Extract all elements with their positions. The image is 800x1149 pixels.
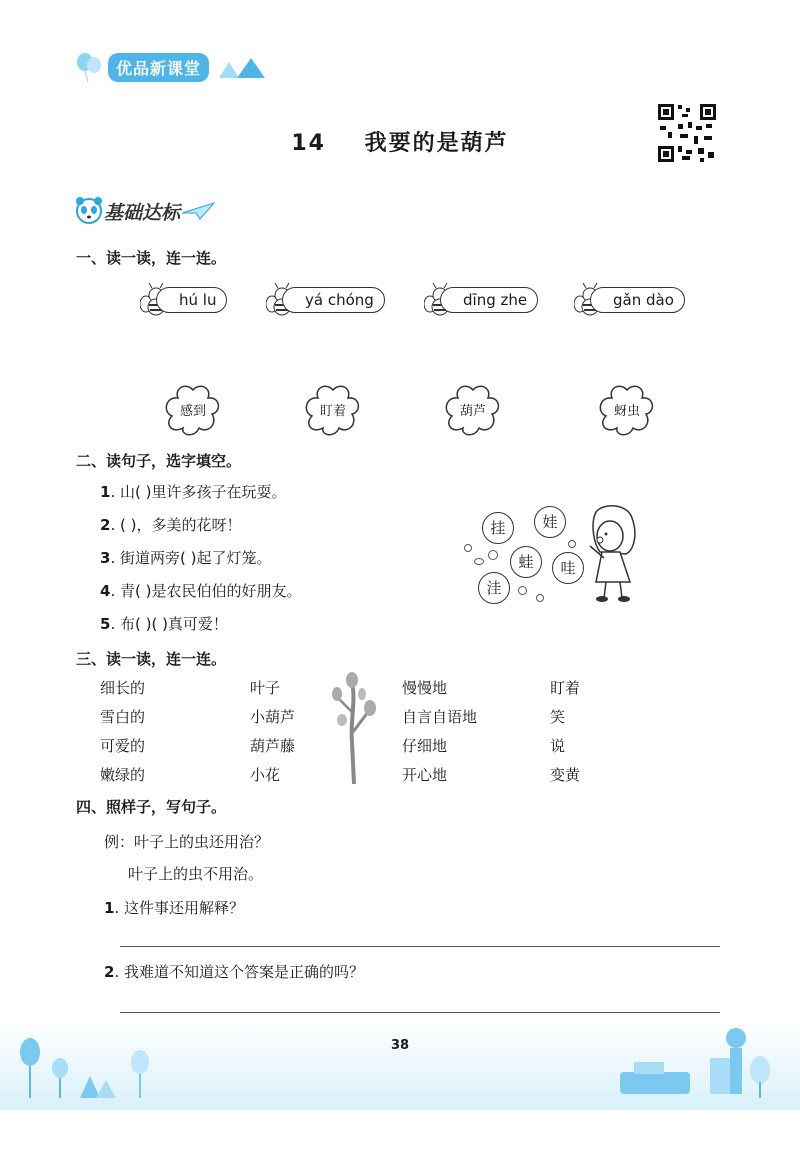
item-number: 1 [104,899,115,917]
match-word[interactable]: 开心地 [402,766,448,784]
item-number: 3 [100,549,111,567]
small-bubble [474,558,484,565]
fill-item-5[interactable] [100,613,228,634]
bubble-char: 哇 [552,552,584,584]
bubble-char: 洼 [478,572,510,604]
example-question: 例：叶子上的虫还用治？ [104,833,270,851]
word-label: 感到 [179,404,206,419]
item-text: . 布( )( )真可爱！ [110,615,228,633]
fill-item-4[interactable] [100,580,301,601]
section-badge-text: 基础达标 [104,201,181,224]
small-bubble [568,540,576,548]
lesson-name: 我要的是葫芦 [364,131,509,156]
match-word[interactable]: 嫩绿的 [100,766,146,784]
match-word[interactable]: 自言自语地 [402,708,478,726]
pinyin-label: hú lu [156,287,227,313]
lesson-number: 14 [291,131,326,156]
item-text: . 青( )是农民伯伯的好朋友。 [110,582,302,600]
example-answer: 叶子上的虫不用治。 [128,865,264,883]
girl-blowing-bubbles-icon [576,504,646,604]
word-label: 葫芦 [459,404,486,419]
item-number: 5 [100,615,111,633]
word-flower-3[interactable] [444,384,502,436]
paper-plane-icon [180,201,216,221]
small-bubble [464,544,472,552]
answer-line-1[interactable] [120,946,720,947]
bubble-char: 蛙 [510,546,542,578]
tent-icon [215,54,267,80]
match-word[interactable]: 仔细地 [402,737,448,755]
item-number: 2 [104,963,115,981]
rewrite-item-2 [104,961,364,982]
fill-item-3[interactable] [100,547,271,568]
item-text: . 我难道不知道这个答案是正确的吗？ [114,963,364,981]
item-text: . 这件事还用解释？ [114,899,244,917]
fill-item-1[interactable] [100,481,286,502]
pinyin-card-3[interactable] [424,282,538,318]
word-flower-4[interactable] [598,384,656,436]
item-number: 1 [100,483,111,501]
part2-heading: 二、读句子，选字填空。 [76,452,242,470]
match-word[interactable]: 可爱的 [100,737,146,755]
match-word[interactable]: 小葫芦 [250,708,296,726]
rewrite-item-1 [104,897,244,918]
tree-branch-icon [332,672,376,784]
word-label: 盯着 [319,404,346,419]
item-text: . 山( )里许多孩子在玩耍。 [110,483,287,501]
panda-icon [74,196,104,226]
word-flower-1[interactable] [164,384,222,436]
pinyin-card-1[interactable] [140,282,227,318]
pinyin-card-4[interactable] [574,282,685,318]
town-decoration-icon [610,1024,790,1100]
bubble-char: 娃 [534,506,566,538]
section-badge [74,196,216,226]
part1-heading: 一、读一读，连一连。 [76,249,227,267]
match-word[interactable]: 盯着 [550,679,581,697]
small-bubble [518,586,527,595]
match-word[interactable]: 叶子 [250,679,281,697]
match-word[interactable]: 笑 [550,708,566,726]
match-word[interactable]: 细长的 [100,679,146,697]
answer-line-2[interactable] [120,1012,720,1013]
pinyin-label: gǎn dào [590,287,685,313]
match-word[interactable]: 慢慢地 [402,679,448,697]
bubble-char: 挂 [482,512,514,544]
balloon-icon [76,52,102,82]
brand-logo [76,52,267,82]
match-word[interactable]: 葫芦藤 [250,737,296,755]
word-label: 蚜虫 [613,404,640,419]
part4-heading: 四、照样子，写句子。 [76,798,227,816]
pinyin-label: yá chóng [282,287,385,313]
word-flower-2[interactable] [304,384,362,436]
brand-name: 优品新课堂 [108,53,209,82]
match-word[interactable]: 变黄 [550,766,581,784]
item-number: 4 [100,582,111,600]
match-word[interactable]: 小花 [250,766,281,784]
fill-item-2[interactable] [100,514,241,535]
pinyin-label: dīng zhe [440,287,538,313]
page-number: 38 [390,1038,410,1053]
qr-code-icon[interactable] [656,102,718,164]
item-text: . 街道两旁( )起了灯笼。 [110,549,272,567]
pinyin-card-2[interactable] [266,282,385,318]
part3-heading: 三、读一读，连一连。 [76,650,227,668]
small-bubble [536,594,544,602]
match-word[interactable]: 雪白的 [100,708,146,726]
item-text: . ( )，多美的花呀！ [110,516,242,534]
item-number: 2 [100,516,111,534]
small-bubble [488,550,498,560]
match-word[interactable]: 说 [550,737,566,755]
